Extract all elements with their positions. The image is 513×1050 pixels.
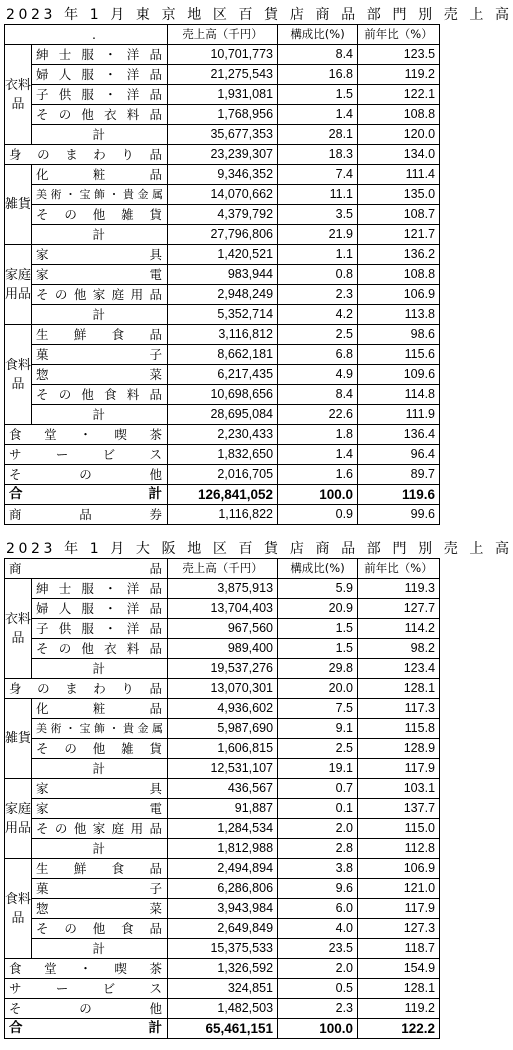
yoy-cell: 119.2 xyxy=(358,65,440,85)
table-row xyxy=(5,465,440,485)
sales-cell: 2,494,894 xyxy=(168,859,278,879)
sales-cell: 13,070,301 xyxy=(168,679,278,699)
total-row xyxy=(5,485,440,505)
share-cell: 22.6 xyxy=(278,405,358,425)
sales-cell: 3,116,812 xyxy=(168,325,278,345)
share-cell: 0.1 xyxy=(278,799,358,819)
yoy-cell: 123.5 xyxy=(358,45,440,65)
sales-cell: 21,275,543 xyxy=(168,65,278,85)
share-cell: 0.5 xyxy=(278,979,358,999)
sales-cell: 983,944 xyxy=(168,265,278,285)
table-row xyxy=(5,639,440,659)
category-cell: 衣料品 xyxy=(5,579,32,679)
sales-cell: 324,851 xyxy=(168,979,278,999)
share-cell: 1.5 xyxy=(278,619,358,639)
sales-cell: 1,812,988 xyxy=(168,839,278,859)
share-cell: 21.9 xyxy=(278,225,358,245)
sales-cell: 65,461,151 xyxy=(168,1019,278,1039)
share-cell: 6.8 xyxy=(278,345,358,365)
table-row xyxy=(5,205,440,225)
table-row xyxy=(5,719,440,739)
table-row xyxy=(5,939,440,959)
yoy-cell: 111.9 xyxy=(358,405,440,425)
table-row xyxy=(5,265,440,285)
share-cell: 7.5 xyxy=(278,699,358,719)
sales-cell: 6,217,435 xyxy=(168,365,278,385)
sales-cell: 1,116,822 xyxy=(168,505,278,525)
table-row xyxy=(5,779,440,799)
yoy-cell: 127.3 xyxy=(358,919,440,939)
share-cell: 11.1 xyxy=(278,185,358,205)
yoy-cell: 106.9 xyxy=(358,285,440,305)
yoy-cell: 134.0 xyxy=(358,145,440,165)
row-label: そ の 他 雑 貨 xyxy=(32,205,168,225)
subtotal-label: 計 xyxy=(32,759,168,779)
header-sales: 売上高（千円） xyxy=(168,559,278,579)
table-row xyxy=(5,425,440,445)
table-row xyxy=(5,739,440,759)
share-cell: 2.3 xyxy=(278,285,358,305)
sales-cell: 3,875,913 xyxy=(168,579,278,599)
row-label: 身 の ま わ り 品 xyxy=(5,145,168,165)
sales-cell: 1,931,081 xyxy=(168,85,278,105)
sales-cell: 27,796,806 xyxy=(168,225,278,245)
row-label: サ ー ビ ス xyxy=(5,979,168,999)
row-label: 身 の ま わ り 品 xyxy=(5,679,168,699)
share-cell: 6.0 xyxy=(278,899,358,919)
yoy-cell: 123.4 xyxy=(358,659,440,679)
row-label: そ の 他 xyxy=(5,465,168,485)
sales-cell: 1,832,650 xyxy=(168,445,278,465)
header-label: . xyxy=(5,25,168,45)
table-row xyxy=(5,325,440,345)
share-cell: 9.1 xyxy=(278,719,358,739)
row-label: サ ー ビ ス xyxy=(5,445,168,465)
share-cell: 1.8 xyxy=(278,425,358,445)
table-row xyxy=(5,679,440,699)
sales-cell: 10,698,656 xyxy=(168,385,278,405)
yoy-cell: 121.7 xyxy=(358,225,440,245)
category-cell: 家庭用品 xyxy=(5,779,32,859)
yoy-cell: 98.6 xyxy=(358,325,440,345)
table-row xyxy=(5,819,440,839)
yoy-cell: 119.6 xyxy=(358,485,440,505)
yoy-cell: 114.2 xyxy=(358,619,440,639)
category-cell: 衣料品 xyxy=(5,45,32,145)
row-label: そ の 他 食 品 xyxy=(32,919,168,939)
yoy-cell: 106.9 xyxy=(358,859,440,879)
table-row xyxy=(5,899,440,919)
row-label: 家 電 xyxy=(32,799,168,819)
table-row xyxy=(5,659,440,679)
sales-cell: 13,704,403 xyxy=(168,599,278,619)
yoy-cell: 115.6 xyxy=(358,345,440,365)
sales-cell: 5,987,690 xyxy=(168,719,278,739)
share-cell: 1.5 xyxy=(278,85,358,105)
sales-cell: 436,567 xyxy=(168,779,278,799)
sales-cell: 3,943,984 xyxy=(168,899,278,919)
yoy-cell: 111.4 xyxy=(358,165,440,185)
share-cell: 23.5 xyxy=(278,939,358,959)
sales-cell: 91,887 xyxy=(168,799,278,819)
share-cell: 20.9 xyxy=(278,599,358,619)
row-label: 紳 士 服 ・ 洋 品 xyxy=(32,579,168,599)
share-cell: 2.5 xyxy=(278,739,358,759)
share-cell: 19.1 xyxy=(278,759,358,779)
row-label: 美術・宝飾・貴金属 xyxy=(32,185,168,205)
yoy-cell: 114.8 xyxy=(358,385,440,405)
yoy-cell: 115.8 xyxy=(358,719,440,739)
share-cell: 0.9 xyxy=(278,505,358,525)
row-label: その他家庭用品 xyxy=(32,285,168,305)
subtotal-label: 計 xyxy=(32,125,168,145)
row-label: そ の 他 衣 料 品 xyxy=(32,639,168,659)
sales-cell: 2,230,433 xyxy=(168,425,278,445)
row-label: 家 電 xyxy=(32,265,168,285)
subtotal-label: 計 xyxy=(32,405,168,425)
row-label: 食 堂 ・ 喫 茶 xyxy=(5,425,168,445)
table-row xyxy=(5,185,440,205)
sales-cell: 28,695,084 xyxy=(168,405,278,425)
header-share: 構成比(%) xyxy=(278,559,358,579)
row-label: 食 堂 ・ 喫 茶 xyxy=(5,959,168,979)
table-row xyxy=(5,65,440,85)
share-cell: 100.0 xyxy=(278,485,358,505)
yoy-cell: 112.8 xyxy=(358,839,440,859)
yoy-cell: 118.7 xyxy=(358,939,440,959)
yoy-cell: 108.8 xyxy=(358,265,440,285)
category-cell: 食料品 xyxy=(5,325,32,425)
table-row xyxy=(5,345,440,365)
table-row xyxy=(5,405,440,425)
row-label: 生 鮮 食 品 xyxy=(32,859,168,879)
row-label: そ の 他 衣 料 品 xyxy=(32,105,168,125)
sales-cell: 967,560 xyxy=(168,619,278,639)
row-label: 婦 人 服 ・ 洋 品 xyxy=(32,65,168,85)
table-row xyxy=(5,385,440,405)
sales-cell: 12,531,107 xyxy=(168,759,278,779)
sales-cell: 1,284,534 xyxy=(168,819,278,839)
table-row xyxy=(5,999,440,1019)
osaka-table xyxy=(4,558,440,1039)
yoy-cell: 108.7 xyxy=(358,205,440,225)
yoy-cell: 108.8 xyxy=(358,105,440,125)
yoy-cell: 98.2 xyxy=(358,639,440,659)
yoy-cell: 120.0 xyxy=(358,125,440,145)
share-cell: 0.8 xyxy=(278,265,358,285)
osaka-block xyxy=(4,540,513,1039)
sales-cell: 35,677,353 xyxy=(168,125,278,145)
tokyo-block xyxy=(4,6,513,525)
row-label: 美術・宝飾・貴金属 xyxy=(32,719,168,739)
sales-cell: 2,016,705 xyxy=(168,465,278,485)
share-cell: 18.3 xyxy=(278,145,358,165)
table-row xyxy=(5,165,440,185)
sales-cell: 5,352,714 xyxy=(168,305,278,325)
row-label: 紳 士 服 ・ 洋 品 xyxy=(32,45,168,65)
share-cell: 4.2 xyxy=(278,305,358,325)
share-cell: 0.7 xyxy=(278,779,358,799)
yoy-cell: 128.1 xyxy=(358,679,440,699)
row-label: 合 計 xyxy=(5,485,168,505)
category-cell: 食料品 xyxy=(5,859,32,959)
header-sales: 売上高（千円） xyxy=(168,25,278,45)
subtotal-label: 計 xyxy=(32,659,168,679)
subtotal-label: 計 xyxy=(32,225,168,245)
sales-cell: 14,070,662 xyxy=(168,185,278,205)
table-row xyxy=(5,305,440,325)
share-cell: 2.5 xyxy=(278,325,358,345)
table-row xyxy=(5,365,440,385)
table-row xyxy=(5,505,440,525)
table-row xyxy=(5,799,440,819)
table-row xyxy=(5,45,440,65)
sales-cell: 126,841,052 xyxy=(168,485,278,505)
row-label: 家 具 xyxy=(32,245,168,265)
share-cell: 100.0 xyxy=(278,1019,358,1039)
sales-cell: 1,606,815 xyxy=(168,739,278,759)
header-share: 構成比(%) xyxy=(278,25,358,45)
row-label: 合 計 xyxy=(5,1019,168,1039)
yoy-cell: 122.1 xyxy=(358,85,440,105)
yoy-cell: 117.9 xyxy=(358,759,440,779)
table-row xyxy=(5,619,440,639)
row-label: 婦 人 服 ・ 洋 品 xyxy=(32,599,168,619)
yoy-cell: 115.0 xyxy=(358,819,440,839)
row-label: 家 具 xyxy=(32,779,168,799)
category-cell: 家庭用品 xyxy=(5,245,32,325)
yoy-cell: 128.9 xyxy=(358,739,440,759)
yoy-cell: 119.2 xyxy=(358,999,440,1019)
share-cell: 28.1 xyxy=(278,125,358,145)
sales-cell: 2,948,249 xyxy=(168,285,278,305)
header-label: 商 品 xyxy=(5,559,168,579)
share-cell: 29.8 xyxy=(278,659,358,679)
sales-cell: 23,239,307 xyxy=(168,145,278,165)
category-cell: 雑貨 xyxy=(5,699,32,779)
table-row xyxy=(5,879,440,899)
share-cell: 1.5 xyxy=(278,639,358,659)
category-cell: 雑貨 xyxy=(5,165,32,245)
share-cell: 1.4 xyxy=(278,445,358,465)
osaka-title: 2023 年 1 月 大 阪 地 区 百 貨 店 商 品 部 門 別 売 上 高 xyxy=(6,541,513,557)
subtotal-label: 計 xyxy=(32,939,168,959)
share-cell: 2.0 xyxy=(278,959,358,979)
table-row xyxy=(5,859,440,879)
yoy-cell: 99.6 xyxy=(358,505,440,525)
yoy-cell: 109.6 xyxy=(358,365,440,385)
tokyo-table xyxy=(4,24,440,525)
sales-cell: 1,482,503 xyxy=(168,999,278,1019)
table-row xyxy=(5,445,440,465)
share-cell: 4.0 xyxy=(278,919,358,939)
yoy-cell: 113.8 xyxy=(358,305,440,325)
table-row xyxy=(5,225,440,245)
row-label: 惣 菜 xyxy=(32,899,168,919)
table-row xyxy=(5,145,440,165)
table-row xyxy=(5,759,440,779)
share-cell: 1.1 xyxy=(278,245,358,265)
yoy-cell: 137.7 xyxy=(358,799,440,819)
row-label: 生 鮮 食 品 xyxy=(32,325,168,345)
share-cell: 9.6 xyxy=(278,879,358,899)
yoy-cell: 96.4 xyxy=(358,445,440,465)
table-row xyxy=(5,285,440,305)
subtotal-label: 計 xyxy=(32,305,168,325)
row-label: 商 品 券 xyxy=(5,505,168,525)
sales-cell: 2,649,849 xyxy=(168,919,278,939)
row-label: 化 粧 品 xyxy=(32,699,168,719)
share-cell: 20.0 xyxy=(278,679,358,699)
yoy-cell: 117.9 xyxy=(358,899,440,919)
sales-cell: 9,346,352 xyxy=(168,165,278,185)
sales-cell: 1,768,956 xyxy=(168,105,278,125)
sales-cell: 10,701,773 xyxy=(168,45,278,65)
yoy-cell: 154.9 xyxy=(358,959,440,979)
row-label: その他家庭用品 xyxy=(32,819,168,839)
yoy-cell: 122.2 xyxy=(358,1019,440,1039)
sales-cell: 6,286,806 xyxy=(168,879,278,899)
yoy-cell: 121.0 xyxy=(358,879,440,899)
share-cell: 3.8 xyxy=(278,859,358,879)
total-row xyxy=(5,1019,440,1039)
share-cell: 4.9 xyxy=(278,365,358,385)
share-cell: 1.4 xyxy=(278,105,358,125)
header-yoy: 前年比（%） xyxy=(358,25,440,45)
yoy-cell: 136.4 xyxy=(358,425,440,445)
row-label: 化 粧 品 xyxy=(32,165,168,185)
table-row xyxy=(5,959,440,979)
share-cell: 8.4 xyxy=(278,45,358,65)
yoy-cell: 127.7 xyxy=(358,599,440,619)
share-cell: 8.4 xyxy=(278,385,358,405)
share-cell: 2.8 xyxy=(278,839,358,859)
row-label: 子 供 服 ・ 洋 品 xyxy=(32,85,168,105)
sales-cell: 4,936,602 xyxy=(168,699,278,719)
sales-cell: 1,420,521 xyxy=(168,245,278,265)
sales-cell: 19,537,276 xyxy=(168,659,278,679)
row-label: 菓 子 xyxy=(32,345,168,365)
table-row xyxy=(5,105,440,125)
row-label: そ の 他 雑 貨 xyxy=(32,739,168,759)
table-row xyxy=(5,699,440,719)
share-cell: 2.0 xyxy=(278,819,358,839)
table-row xyxy=(5,599,440,619)
row-label: 惣 菜 xyxy=(32,365,168,385)
table-row xyxy=(5,579,440,599)
sales-cell: 4,379,792 xyxy=(168,205,278,225)
yoy-cell: 136.2 xyxy=(358,245,440,265)
tokyo-title: 2023 年 1 月 東 京 地 区 百 貨 店 商 品 部 門 別 売 上 高 xyxy=(6,7,513,23)
share-cell: 5.9 xyxy=(278,579,358,599)
header-row xyxy=(5,559,440,579)
sales-cell: 1,326,592 xyxy=(168,959,278,979)
row-label: そ の 他 食 料 品 xyxy=(32,385,168,405)
table-row xyxy=(5,245,440,265)
yoy-cell: 89.7 xyxy=(358,465,440,485)
sales-cell: 989,400 xyxy=(168,639,278,659)
share-cell: 7.4 xyxy=(278,165,358,185)
yoy-cell: 103.1 xyxy=(358,779,440,799)
yoy-cell: 135.0 xyxy=(358,185,440,205)
yoy-cell: 128.1 xyxy=(358,979,440,999)
header-yoy: 前年比（%） xyxy=(358,559,440,579)
table-row xyxy=(5,919,440,939)
table-row xyxy=(5,85,440,105)
sales-cell: 15,375,533 xyxy=(168,939,278,959)
share-cell: 2.3 xyxy=(278,999,358,1019)
yoy-cell: 119.3 xyxy=(358,579,440,599)
row-label: そ の 他 xyxy=(5,999,168,1019)
header-row xyxy=(5,25,440,45)
table-row xyxy=(5,839,440,859)
table-row xyxy=(5,979,440,999)
row-label: 菓 子 xyxy=(32,879,168,899)
sales-cell: 8,662,181 xyxy=(168,345,278,365)
yoy-cell: 117.3 xyxy=(358,699,440,719)
subtotal-label: 計 xyxy=(32,839,168,859)
share-cell: 1.6 xyxy=(278,465,358,485)
share-cell: 16.8 xyxy=(278,65,358,85)
share-cell: 3.5 xyxy=(278,205,358,225)
table-row xyxy=(5,125,440,145)
row-label: 子 供 服 ・ 洋 品 xyxy=(32,619,168,639)
